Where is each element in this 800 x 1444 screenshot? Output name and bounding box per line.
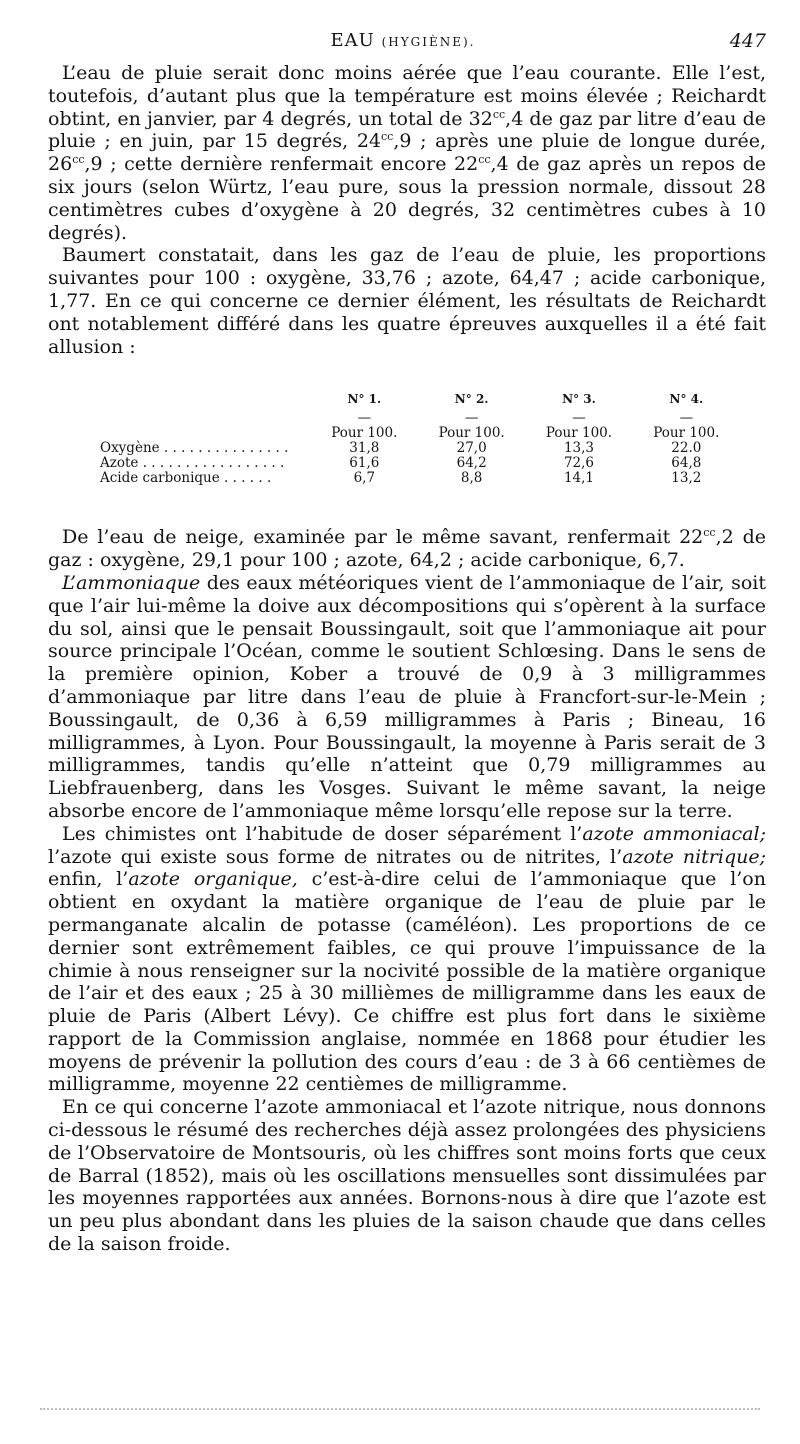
paragraph-6: [48, 1096, 766, 1256]
page-number: 447: [729, 30, 766, 52]
column-header: N° 3.: [562, 392, 596, 407]
leader-dots: . . . . . . . . . . . . . . . . .: [138, 455, 285, 472]
running-title: [40, 30, 766, 51]
table-cell: 13,3: [563, 440, 594, 457]
row-label: Acide carbonique . . . . . .: [100, 470, 272, 487]
text-run: ,9 ; cette dernière renfermait encore 22: [84, 153, 479, 176]
dash: —: [572, 410, 586, 427]
table-cell: 72,6: [563, 455, 594, 472]
table-row: [100, 441, 740, 456]
italic-text: azote organique,: [128, 868, 298, 891]
table-cell: 61,6: [349, 455, 380, 472]
leader-dots: . . . . . .: [219, 470, 272, 487]
gas-composition-table: [100, 392, 740, 486]
text-run: enfin, l’: [48, 868, 129, 891]
superscript: cc: [381, 130, 394, 144]
dash: —: [679, 410, 694, 427]
dash: —: [357, 410, 372, 427]
column-header: N° 4.: [669, 392, 704, 407]
text-run: Baumert constatait, dans les gaz de l’eau de pluie, les proportions suivantes pour 100 : oxygène, 33,76 ; azote, 64,47 ; acide carbonique, 1,77. En ce qui concerne ce dernier élément, les résultats de Reichardt ont notablement différé dans les quatre épreuves auxquelles il a été fait allusion :: [48, 244, 766, 358]
column-header: N° 2.: [454, 392, 489, 407]
table-row: [100, 471, 740, 486]
text-run: Les chimistes ont l’habitude de doser séparément l’: [62, 822, 583, 845]
text-run: des eaux météoriques vient de l’ammoniaque de l’air, soit que l’air lui-même la doive aux décompositions qui s’opèrent à la surface du sol, ainsi que le pensait Boussingault, soit que l’ammoniaque ait pour source principale l’Océan, comme le soutient Schlœsing. Dans le sens de la première opinion, Kober a trouvé de 0,9 à 3 milligrammes d’ammoniaque par litre dans l’eau de pluie à Francfort-sur-le-Mein ; Boussingault, de 0,36 à 6,59 milligrammes à Paris ; Bineau, 16 milligrammes, à Lyon. Pour Boussingault, la moyenne à Paris serait de 3 milligrammes, tandis qu’elle n’atteint que 0,79 milligrammes au Liebfrauenberg, dans les Vosges. Suivant le même savant, la neige absorbe encore de l’ammoniaque même lorsqu’elle repose sur la terre.: [48, 571, 766, 822]
paragraph-4: [48, 572, 766, 823]
row-label: Azote . . . . . . . . . . . . . . . . .: [100, 455, 285, 472]
table-cell: 6,7: [353, 470, 376, 487]
table-cell: 64,8: [671, 455, 702, 472]
paragraph-3: [48, 526, 766, 572]
text-run: ,2 de gaz : oxygène, 29,1 pour 100 ; azote, 64,2 ; acide carbonique, 6,7.: [48, 526, 767, 572]
text-run: L’eau de pluie serait donc moins aérée que l’eau courante. Elle l’est, toutefois, d’autant plus que la température est moins élevée ; Reichardt obtint, en janvier, par 4 degrés, un total de 32: [48, 62, 766, 130]
superscript: cc: [478, 153, 491, 167]
table-cell: 13,2: [671, 470, 702, 487]
italic-text: azote ammoniacal;: [582, 822, 766, 845]
text-run: ,9 ; après une pluie de longue durée, 26: [48, 130, 766, 176]
table-cell: 64,2: [456, 455, 487, 472]
table-cell: 22.0: [671, 440, 702, 457]
table-header-row: [100, 392, 740, 411]
text-run: ,4 de gaz par litre d’eau de pluie ; en juin, par 15 degrés, 24: [48, 107, 766, 153]
paragraph-1: [48, 62, 766, 244]
unit-label: Pour 100.: [331, 425, 398, 442]
gas-table: [100, 392, 740, 486]
row-label: Oxygène . . . . . . . . . . . . . . .: [100, 440, 289, 457]
running-title-sub: (HYGIÈNE).: [381, 35, 476, 49]
column-header: N° 1.: [347, 392, 382, 407]
table-cell: 27,0: [456, 440, 487, 457]
leader-dots: . . . . . . . . . . . . . . .: [159, 440, 289, 457]
paragraph-5: [48, 823, 766, 1097]
text-run: En ce qui concerne l’azote ammoniacal et l’azote nitrique, nous donnons ci-dessous le résumé des recherches déjà assez prolongées des physiciens de l’Observatoire de Montsouris, où les chiffres sont moins forts que ceux de Barral (1852), mais où les oscillations mensuelles sont dissimulées par les moyennes rapportées aux années. Bornons-nous à dire que l’azote est un peu plus abondant dans les pluies de la saison chaude que dans celles de la saison froide.: [48, 1096, 766, 1256]
running-title-main: EAU: [330, 30, 375, 51]
table-unit-row: [100, 426, 740, 441]
italic-text: azote nitrique;: [622, 845, 766, 868]
superscript: cc: [703, 526, 716, 540]
bottom-margin-specks: [40, 1408, 760, 1414]
superscript: cc: [492, 107, 506, 121]
text-run: De l’eau de neige, examinée par le même savant, renfermait 22: [62, 526, 704, 549]
table-row: [100, 456, 740, 471]
dash: —: [464, 410, 479, 427]
running-header: [40, 30, 766, 60]
table-cell: 14,1: [563, 470, 594, 487]
unit-label: Pour 100.: [438, 425, 505, 442]
table-cell: 31,8: [349, 440, 380, 457]
superscript: cc: [72, 153, 85, 167]
paragraph-2: [48, 244, 766, 358]
table-dash-row: [100, 411, 740, 426]
unit-label: Pour 100.: [653, 425, 720, 442]
table-cell: 8,8: [460, 470, 483, 487]
text-run: l’azote qui existe sous forme de nitrates ou de nitrites, l’: [48, 845, 623, 868]
italic-text: L’ammoniaque: [62, 571, 201, 594]
body-text: [48, 62, 766, 1256]
text-run: ,4 de gaz après un repos de six jours (selon Würtz, l’eau pure, sous la pression normale, dissout 28 centimètres cubes d’oxygène à 20 degrés, 32 centimètres cubes à 10 degrés).: [48, 153, 766, 244]
text-run: c’est-à-dire celui de l’ammoniaque que l’on obtient en oxydant la matière organique de l’eau de pluie par le permanganate alcalin de potasse (caméléon). Les proportions de ce dernier sont extrêmement faibles, ce qui prouve l’impuissance de la chimie à nous renseigner sur la nocivité possible de la matière organique de l’air et des eaux ; 25 à 30 millièmes de milligramme dans les eaux de pluie de Paris (Albert Lévy). Ce chiffre est plus fort dans le sixième rapport de la Commission anglaise, nommée en 1868 pour étudier les moyens de prévenir la pollution des cours d’eau : de 3 à 66 centièmes de milligramme, moyenne 22 centièmes de milligramme.: [48, 868, 766, 1096]
unit-label: Pour 100.: [545, 425, 613, 442]
